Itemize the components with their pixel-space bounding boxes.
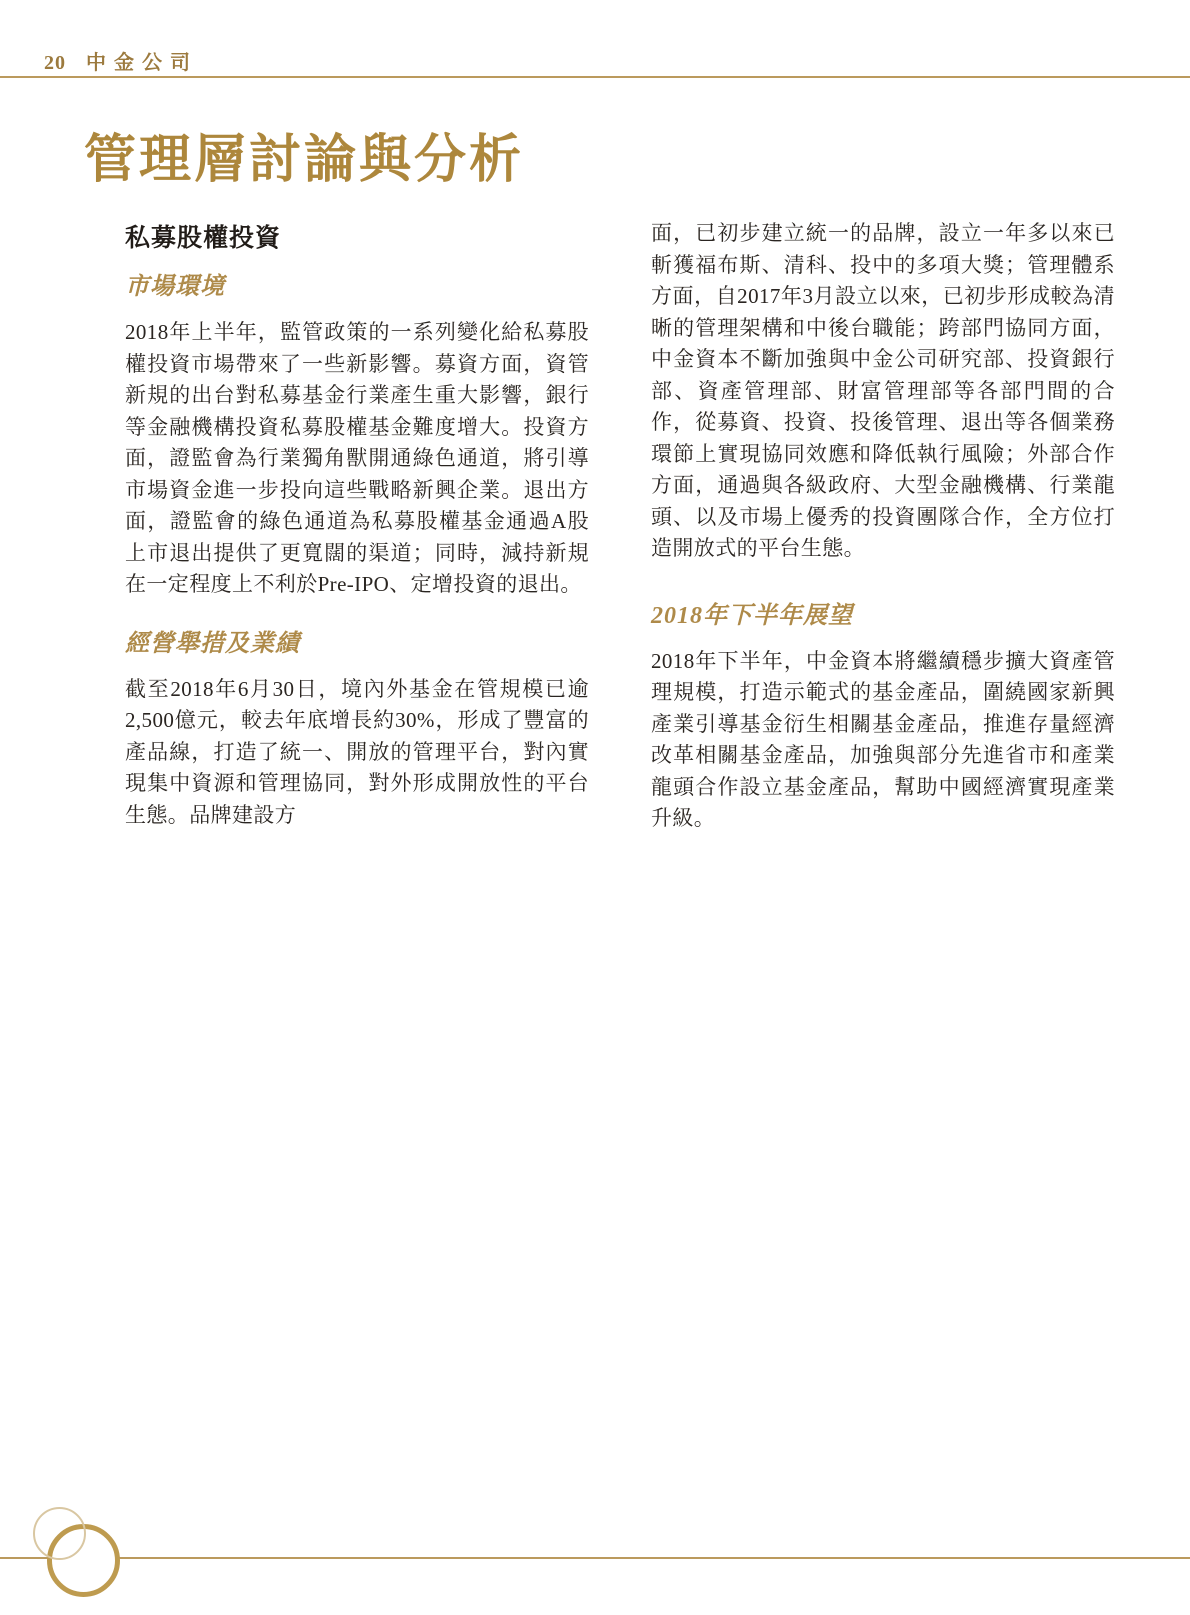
subheading-operations-results: 經營舉措及業績: [125, 630, 300, 657]
footer-rule: [0, 1557, 1190, 1559]
page-title: 管理層討論與分析: [84, 131, 525, 189]
left-column: [125, 218, 589, 835]
subheading-market-environment: 市場環境: [125, 274, 225, 300]
paragraph-continuation: 面，已初步建立統一的品牌，設立一年多以來已斬獲福布斯、清科、投中的多項大獎；管理體系方面，自2017年3月設立以來，已初步形成較為清晰的管理架構和中後台職能；跨部門協同方面，中金資本不斷加強與中金公司研究部、投資銀行部、資產管理部、財富管理部等各部門間的合作，從募資、投資、投後管理、退出等各個業務環節上實現協同效應和降低執行風險；外部合作方面，通過與各級政府、大型金融機構、行業龍頭、以及市場上優秀的投資團隊合作，全方位打造開放式的平台生態。: [651, 221, 1115, 560]
page-header: [44, 46, 198, 75]
content-columns: [125, 218, 1115, 835]
subheading-outlook-2018h2: 2018年下半年展望: [651, 602, 853, 629]
paragraph-market-environment: 2018年上半年，監管政策的一系列變化給私募股權投資市場帶來了一些新影響。募資方面，資管新規的出台對私募基金行業產生重大影響，銀行等金融機構投資私募股權基金難度增大。投資方面，證監會為行業獨角獸開通綠色通道，將引導市場資金進一步投向這些戰略新興企業。退出方面，證監會的綠色通道為私募股權基金通過A股上市退出提供了更寬闊的渠道；同時，減持新規在一定程度上不利於Pre-IPO、定增投資的退出。: [125, 320, 589, 596]
right-column: [651, 218, 1115, 835]
page-number: 20: [44, 52, 66, 74]
paragraph-operations-results: 截至2018年6月30日，境內外基金在管規模已逾2,500億元，較去年底增長約30%，形成了豐富的產品線，打造了統一、開放的管理平台，對內實現集中資源和管理協同，對外形成開放性的平台生態。品牌建設方: [125, 676, 589, 827]
footer-circle-light-decoration: [33, 1507, 86, 1560]
paragraph-outlook-2018h2: 2018年下半年，中金資本將繼續穩步擴大資產管理規模，打造示範式的基金產品，圍繞國家新興產業引導基金衍生相關基金產品，推進存量經濟改革相關基金產品，加強與部分先進省市和產業龍頭合作設立基金產品，幫助中國經濟實現產業升級。: [651, 648, 1115, 830]
section-heading-private-equity: 私募股權投資: [125, 225, 282, 252]
company-name: 中金公司: [86, 52, 198, 74]
header-rule: [0, 76, 1190, 78]
